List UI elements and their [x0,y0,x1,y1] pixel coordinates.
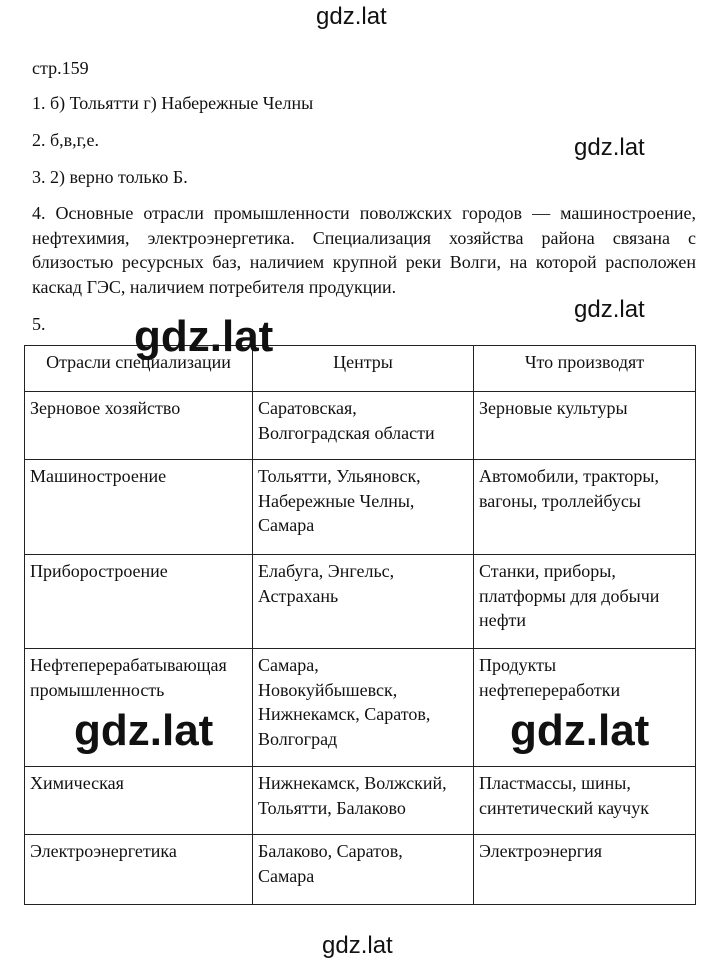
cell-branch [25,555,253,649]
cell-text: нефтепереработки [479,679,621,700]
cell-text: Нижнекамск, Волжский, [258,773,447,793]
cell-centers [253,649,474,767]
watermark-text: gdz.lat [574,296,645,323]
cell-branch [25,392,253,460]
header-products: Что производят [474,346,696,392]
answer-4: 4. Основные отрасли промышленности поволжских городов — машиностроение, нефтехимия, электроэнергетика. Специализация хозяйства района связана с близостью ресурсных баз, наличием крупной реки Волги, на которой расположен каскад ГЭС, наличием потребителя продукции. [32,203,696,297]
watermark-text: gdz.lat [574,134,645,161]
page-reference: стр.159 [32,58,89,78]
cell-centers [253,460,474,555]
watermark-text: gdz.lat [134,312,274,361]
table-row [25,767,696,835]
watermark-text: gdz.lat [316,3,387,30]
cell-text: Автомобили, тракторы, [479,466,659,486]
cell-text: Самара [258,515,315,535]
cell-text: Машиностроение [30,466,167,486]
table-row [25,835,696,905]
table-row [25,460,696,555]
cell-text: вагоны, троллейбусы [479,490,641,511]
cell-text: Приборостроение [30,561,168,581]
cell-centers [253,555,474,649]
answer-1: 1. б) Тольятти г) Набережные Челны [32,93,314,113]
cell-text: Пластмассы, шины, [479,773,631,793]
cell-branch [25,767,253,835]
answer-3: 3. 2) верно только Б. [32,167,188,187]
cell-branch [25,835,253,905]
cell-text: синтетический каучук [479,797,649,818]
table-row [25,392,696,460]
cell-products [474,460,696,555]
cell-branch [25,460,253,555]
answer-5-label: 5. [32,314,46,334]
table-header-row [25,346,696,392]
cell-text: Электроэнергетика [30,841,177,861]
cell-text: Электроэнергия [479,841,603,861]
watermark-text: gdz.lat [322,932,393,959]
cell-text: Химическая [30,773,124,793]
cell-text: Зерновые культуры [479,398,628,418]
cell-text: Елабуга, Энгельс, [258,561,395,581]
cell-text: платформы для добычи [479,585,660,606]
cell-text: нефти [479,610,527,630]
cell-centers [253,392,474,460]
header-centers: Центры [253,346,474,392]
cell-products [474,835,696,905]
answer-2: 2. б,в,г,е. [32,130,99,150]
watermark-text: gdz.lat [74,706,214,755]
cell-text: Набережные Челны, [258,490,415,511]
cell-centers [253,835,474,905]
cell-text: Саратовская, [258,398,357,418]
cell-products [474,392,696,460]
cell-text: Зерновое хозяйство [30,398,181,418]
watermark-text: gdz.lat [510,706,650,755]
cell-text: Нефтеперерабатывающая [30,655,227,675]
cell-text: Тольятти, Балаково [258,797,406,818]
cell-text: Самара [258,865,315,886]
cell-text: Станки, приборы, [479,561,616,581]
cell-text: Балаково, Саратов, [258,841,403,861]
cell-products [474,767,696,835]
cell-text: Волгоград [258,728,338,749]
cell-text: промышленность [30,679,165,700]
specialization-table [24,345,696,905]
cell-products [474,555,696,649]
cell-text: Волгоградская области [258,422,435,443]
header-branch: Отрасли специализации [25,346,253,392]
cell-text: Нижнекамск, Саратов, [258,704,431,724]
cell-text: Астрахань [258,585,339,606]
cell-text: Новокуйбышевск, [258,679,398,700]
cell-centers [253,767,474,835]
cell-text: Тольятти, Ульяновск, [258,466,421,486]
cell-text: Самара, [258,655,319,675]
table-row [25,555,696,649]
cell-text: Продукты [479,655,557,675]
